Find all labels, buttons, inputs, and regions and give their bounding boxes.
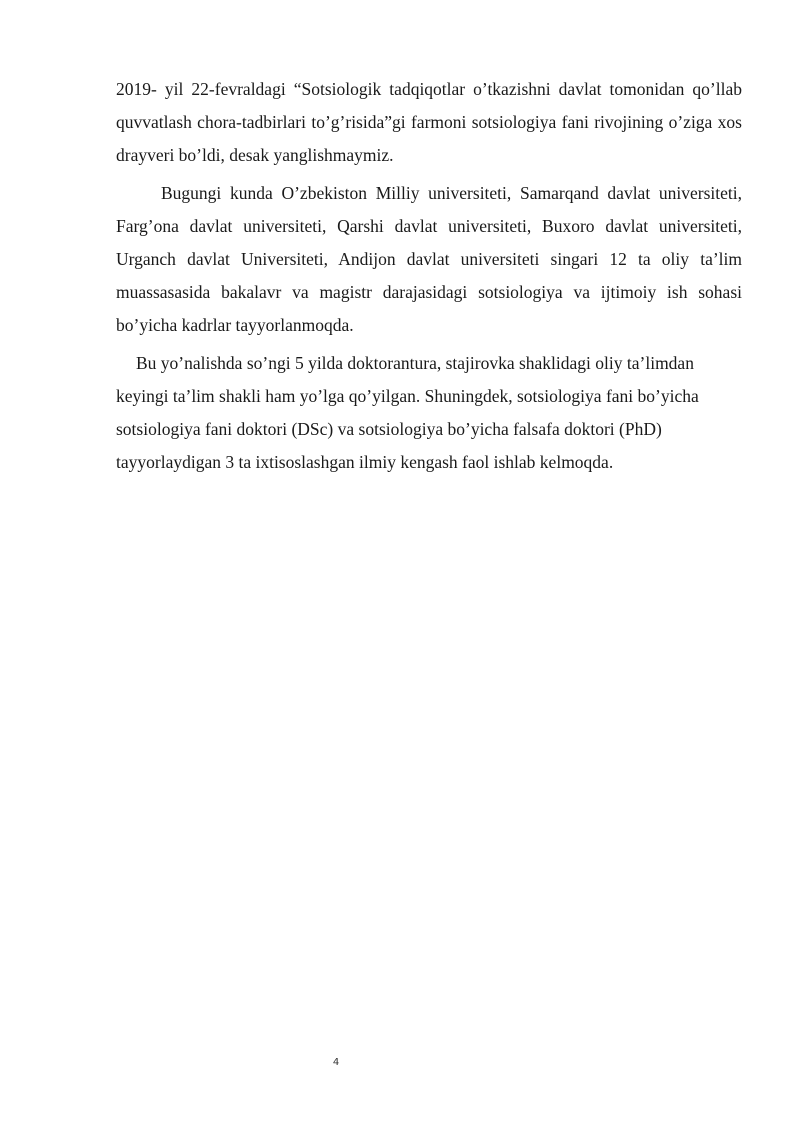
page-number: 4 [332, 1057, 340, 1068]
paragraph-universities: Bugungi kunda O’zbekiston Milliy universiteti, Samarqand davlat universiteti, Farg’ona davlat universiteti, Qarshi davlat universiteti, Buxoro davlat universiteti, Urganch davlat Universiteti, Andijon davlat universiteti singari 12 ta oliy ta’lim muassasasida bakalavr va magistr darajasidagi sotsiologiya va ijtimoiy ish sohasi bo’yicha kadrlar tayyorlanmoqda. [116, 183, 742, 335]
paragraph-doctorate: Bu yo’nalishda so’ngi 5 yilda doktorantura, stajirovka shaklidagi oliy ta’limdan keyingi ta’lim shakli ham yo’lga qo’yilgan. Shuningdek, sotsiologiya fani bo’yicha sotsiologiya fani doktori (DSc) va sotsiologiya bo’yicha falsafa doktori (PhD) tayyorlaydigan 3 ta ixtisoslashgan ilmiy kengash faol ishlab kelmoqda. [116, 353, 699, 472]
document-body [116, 73, 742, 479]
paragraph-decree: 2019- yil 22-fevraldagi “Sotsiologik tadqiqotlar o’tkazishni davlat tomonidan qo’llab quvvatlash chora-tadbirlari to’g’risida”gi farmoni sotsiologiya fani rivojining o’ziga xos drayveri bo’ldi, desak yanglishmaymiz. [116, 79, 742, 165]
